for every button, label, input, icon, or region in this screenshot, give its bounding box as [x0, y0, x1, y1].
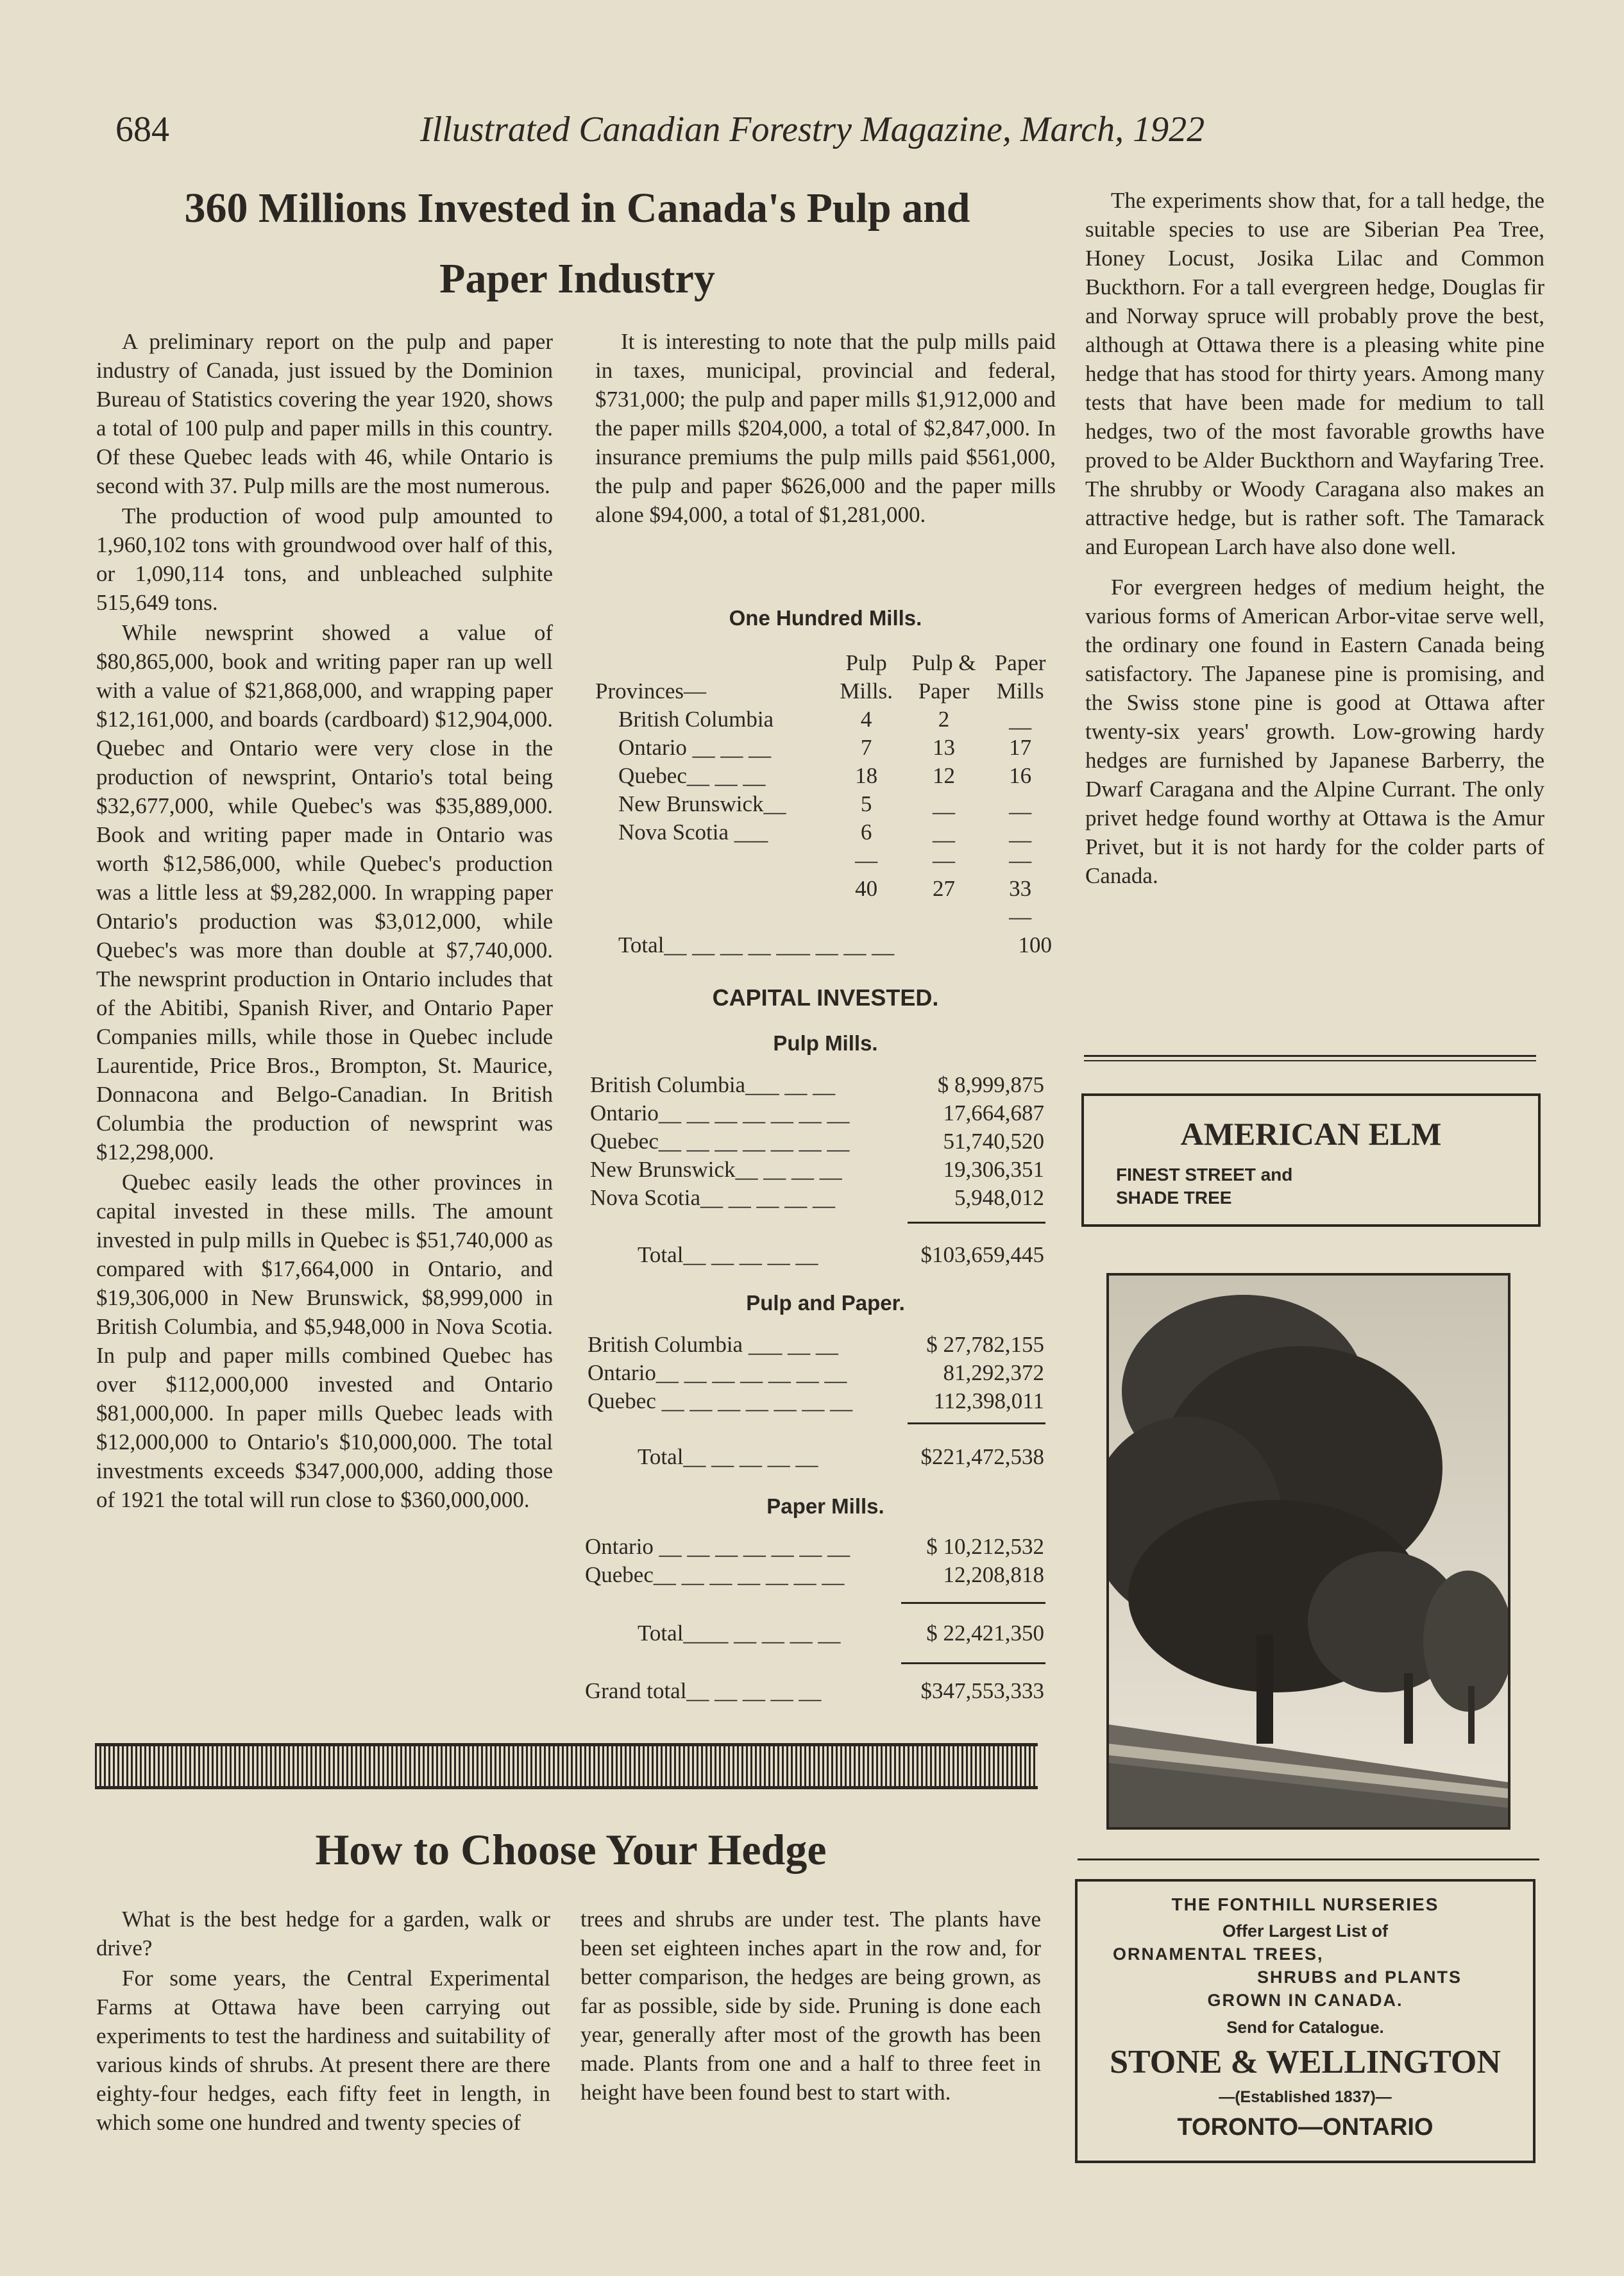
paragraph: What is the best hedge for a garden, walk or drive? — [96, 1907, 550, 1960]
province: British Columbia___ __ __ — [590, 1072, 836, 1097]
total-label: Total__ __ __ __ __ — [638, 1242, 818, 1267]
elm-caption-1: FINEST STREET and — [1116, 1165, 1293, 1184]
grand-total-label: Grand total__ __ __ __ __ — [585, 1678, 822, 1703]
table-row — [585, 1331, 1047, 1359]
divider — [901, 1602, 1045, 1604]
pulp-count: 6 — [860, 820, 872, 845]
grand-total — [582, 1677, 1047, 1705]
pulp-paper-count: __ — [933, 791, 956, 816]
decorative-stripe-divider — [95, 1743, 1038, 1789]
total-row — [593, 931, 1054, 959]
province: Nova Scotia__ __ __ __ __ — [590, 1185, 836, 1210]
paper-capital-table — [582, 1533, 1047, 1589]
sum-pulp-paper: 27 — [933, 876, 956, 901]
article-title-line2: Paper Industry — [439, 255, 715, 302]
total-label: Total____ __ __ __ __ — [638, 1621, 841, 1646]
pulp-capital-table — [588, 1071, 1047, 1212]
ad-company: STONE & WELLINGTON — [1110, 2044, 1501, 2080]
publication-title: Illustrated Canadian Forestry Magazine, March, 1922 — [420, 110, 1205, 149]
paper-count: 17 — [1009, 735, 1032, 760]
pulp-paper-count: __ — [933, 820, 956, 845]
paper-count: __ — [1009, 707, 1032, 732]
elm-title: AMERICAN ELM — [1180, 1116, 1442, 1152]
divider — [908, 1422, 1045, 1424]
province: British Columbia — [618, 707, 774, 732]
article-column-1 — [96, 327, 553, 1515]
paragraph: A preliminary report on the pulp and paper industry of Canada, just issued by the Dominion Bureau of Statistics covering the year 1920, shows a total of 100 pulp and paper mills in this country. Of these Quebec leads with 46, while Ontario is second with 37. Pulp mills are the most numerous. — [96, 329, 553, 498]
sum-rule: — — [1009, 904, 1032, 929]
divider — [1078, 1859, 1539, 1860]
province: Ontario__ __ __ __ __ __ __ — [590, 1100, 850, 1125]
col-head: Paper — [994, 650, 1046, 675]
article2-column-2 — [580, 1905, 1041, 2108]
ad-line: SHRUBS and PLANTS — [1257, 1968, 1462, 1987]
paper-count: __ — [1009, 820, 1032, 845]
table-row — [588, 1127, 1047, 1156]
ad-line: THE FONTHILL NURSERIES — [1171, 1894, 1439, 1914]
pulp-total — [635, 1241, 1047, 1269]
pulp-count: 5 — [860, 791, 872, 816]
ad-established: —(Established 1837)— — [1219, 2088, 1392, 2106]
amount: 112,398,011 — [933, 1388, 1044, 1413]
province: Nova Scotia ___ — [618, 820, 768, 845]
table-row — [588, 1099, 1047, 1127]
paper-count: __ — [1009, 791, 1032, 816]
sum-rule: — — [1009, 848, 1032, 873]
divider — [901, 1662, 1045, 1664]
american-elm-box — [1081, 1093, 1541, 1227]
article2-column-1 — [96, 1905, 550, 2138]
row-head: Provinces— — [595, 679, 707, 704]
total-value: 100 — [1018, 932, 1052, 957]
amount: 12,208,818 — [943, 1562, 1044, 1587]
amount: $ 8,999,875 — [937, 1072, 1044, 1097]
pulp-paper-count: 13 — [933, 735, 956, 760]
province: Ontario __ __ __ __ __ __ __ — [585, 1534, 850, 1559]
table-row — [588, 1071, 1047, 1099]
table-row — [593, 734, 1054, 762]
capital-heading: CAPITAL INVESTED. — [712, 984, 939, 1011]
province: Ontario __ __ __ — [618, 735, 772, 760]
elm-tree-image — [1109, 1276, 1508, 1827]
sum-rule: — — [933, 848, 956, 873]
grand-total-value: $347,553,333 — [920, 1678, 1044, 1703]
table-row — [588, 1156, 1047, 1184]
total-value: $ 22,421,350 — [926, 1621, 1044, 1646]
amount: 5,948,012 — [954, 1185, 1044, 1210]
total-label: Total__ __ __ __ __ — [638, 1444, 818, 1469]
divider — [1084, 1060, 1536, 1061]
hedge-continuation-column — [1085, 186, 1544, 891]
paper-count: 16 — [1009, 763, 1032, 788]
table-row — [582, 1561, 1047, 1589]
paragraph: Quebec easily leads the other provinces in capital invested in these mills. The amount invested in pulp mills in Quebec is $51,740,000 as compared with $17,664,000 in Ontario, and $19,306,000 in New Brunswick, $8,999,000 in British Columbia, and $5,948,000 in Nova Scotia. In pulp and paper mills combined Quebec has over $112,000,000 invested and Ontario $81,000,000. In paper mills Quebec leads with $12,000,000 to Ontario's $10,000,000. The total investments exceeds $347,000,000, adding those of 1921 the total will run close to $360,000,000. — [96, 1170, 553, 1512]
sum-pulp: 40 — [855, 876, 878, 901]
province: British Columbia ___ __ __ — [588, 1332, 838, 1357]
table-row — [585, 1387, 1047, 1415]
mills-table — [593, 649, 1054, 959]
ad-line: ORNAMENTAL TREES, — [1113, 1944, 1324, 1964]
pulp-paper-heading: Pulp and Paper. — [746, 1291, 905, 1315]
elm-caption-2: SHADE TREE — [1116, 1188, 1232, 1208]
paragraph: The experiments show that, for a tall hedge, the suitable species to use are Siberian Pea Tree, Honey Locust, Josika Lilac and Common Buckthorn. For a tall evergreen hedge, Douglas fir and Norway spruce will probably prove the best, although at Ottawa there is a pleasing white pine hedge that has stood for thirty years. Among many tests that have been made for medium to tall hedges, two of the most favorable growths have proved to be Alder Buckthorn and Wayfaring Tree. The shrubby or Woody Caragana also makes an attractive hedge, but is rather soft. The Tamarack and European Larch have also done well. — [1085, 188, 1544, 559]
total-label: Total__ __ __ __ ___ __ __ __ — [618, 932, 895, 957]
pulp-mills-heading: Pulp Mills. — [773, 1031, 878, 1055]
article2-title: How to Choose Your Hedge — [315, 1825, 827, 1874]
divider — [1084, 1055, 1536, 1057]
paragraph: It is interesting to note that the pulp mills paid in taxes, municipal, provincial and federal, $731,000; the pulp and paper mills $1,912,000 and the paper mills $204,000, a total of $2,847,000. In insurance premiums the pulp mills paid $561,000, the pulp and paper $626,000 and the paper mills alone $94,000, a total of $1,281,000. — [595, 329, 1056, 527]
article-title-line1: 360 Millions Invested in Canada's Pulp and — [184, 185, 970, 232]
col-head: Mills. — [840, 679, 893, 704]
table-row — [585, 1359, 1047, 1387]
paragraph: For evergreen hedges of medium height, the various forms of American Arbor-vitae serve well, the ordinary one found in Eastern Canada being satisfactory. The Japanese pine is promising, and the Swiss stone pine is good at Ottawa after twenty-six years' growth. Low-growing hardy hedges are furnished by Japanese Barberry, the Dwarf Caragana and the Alpine Currant. The only privet hedge found worthy at Ottawa is the Amur Privet, but it is not hardy for the colder parts of Canada. — [1085, 575, 1544, 888]
table-row — [593, 705, 1054, 734]
amount: 17,664,687 — [943, 1100, 1044, 1125]
divider — [908, 1222, 1045, 1224]
province: New Brunswick__ __ __ __ — [590, 1157, 842, 1182]
amount: $ 27,782,155 — [926, 1332, 1044, 1357]
table-row — [593, 762, 1054, 790]
elm-photograph — [1106, 1273, 1510, 1830]
pulp-count: 7 — [860, 735, 872, 760]
pulp-count: 18 — [855, 763, 878, 788]
pulp-paper-count: 2 — [938, 707, 950, 732]
col-head: Pulp — [845, 650, 887, 675]
province: Quebec__ __ __ __ __ __ __ — [585, 1562, 845, 1587]
col-head: Mills — [996, 679, 1044, 704]
total-value: $221,472,538 — [920, 1444, 1044, 1469]
pulp-paper-total — [635, 1443, 1047, 1471]
table-row — [582, 1533, 1047, 1561]
province: Quebec__ __ __ — [618, 763, 766, 788]
sum-row — [593, 875, 1054, 903]
pulp-count: 4 — [860, 707, 872, 732]
ad-line: Send for Catalogue. — [1226, 2018, 1384, 2037]
table-row — [593, 790, 1054, 818]
paragraph: trees and shrubs are under test. The plants have been set eighteen inches apart in the row and, for better comparison, the hedges are being grown, as far as possible, side by side. Pruning is done each year, generally after most of the growth has been made. Plants from one and a half to three feet in height have been found best to start with. — [580, 1907, 1041, 2105]
amount: $ 10,212,532 — [926, 1534, 1044, 1559]
ad-location: TORONTO—ONTARIO — [1177, 2114, 1434, 2141]
province: Ontario__ __ __ __ __ __ __ — [588, 1360, 847, 1385]
col-head: Paper — [918, 679, 970, 704]
mills-table-heading: One Hundred Mills. — [729, 606, 922, 630]
amount: 19,306,351 — [943, 1157, 1044, 1182]
paragraph: While newsprint showed a value of $80,865,000, book and writing paper ran up well with a value of $21,868,000, and wrapping paper $12,161,000, and boards (cardboard) $12,904,000. Quebec and Ontario were very close in the production of newsprint, Ontario's total being $32,677,000, while Quebec's was $35,889,000. Book and writing paper made in Ontario was worth $12,586,000, while Quebec's production was a little less at $9,282,000. In wrapping paper Ontario's production was $3,012,000, while Quebec's was more than double at $7,740,000. The newsprint production in Ontario includes that of the Abitibi, Spanish River, and Ontario Paper Companies mills, while those in Quebec include Laurentide, Price Bros., Brompton, St. Maurice, Donnacona and Belgo-Canadian. In British Columbia the production of newsprint was $12,298,000. — [96, 620, 553, 1165]
province: Quebec __ __ __ __ __ __ __ — [588, 1388, 853, 1413]
total-value: $103,659,445 — [920, 1242, 1044, 1267]
amount: 51,740,520 — [943, 1129, 1044, 1154]
table-row — [593, 818, 1054, 847]
province: Quebec__ __ __ __ __ __ __ — [590, 1129, 850, 1154]
sum-rule: — — [855, 848, 878, 873]
ad-line: Offer Largest List of — [1222, 1921, 1389, 1941]
fonthill-nurseries-ad — [1075, 1879, 1535, 2163]
paper-mills-heading: Paper Mills. — [766, 1494, 884, 1518]
article-column-2 — [595, 327, 1056, 530]
ad-line: GROWN IN CANADA. — [1207, 1991, 1403, 2010]
sum-paper: 33 — [1009, 876, 1032, 901]
paper-total — [635, 1619, 1047, 1648]
table-row — [588, 1184, 1047, 1212]
paragraph: For some years, the Central Experimental Farms at Ottawa have been carrying out experiments to test the hardiness and suitability of various kinds of shrubs. At present there are there eighty-four hedges, each fifty feet in length, in which some one hundred and twenty species of — [96, 1966, 550, 2135]
amount: 81,292,372 — [943, 1360, 1044, 1385]
article-title — [96, 173, 1058, 314]
pulp-paper-capital-table — [585, 1331, 1047, 1415]
pulp-paper-count: 12 — [933, 763, 956, 788]
col-head: Pulp & — [911, 650, 976, 675]
page-number: 684 — [115, 110, 169, 149]
province: New Brunswick__ — [618, 791, 786, 816]
paragraph: The production of wood pulp amounted to 1,960,102 tons with groundwood over half of this, or 1,090,114 tons, and unbleached sulphite 515,649 tons. — [96, 503, 553, 615]
